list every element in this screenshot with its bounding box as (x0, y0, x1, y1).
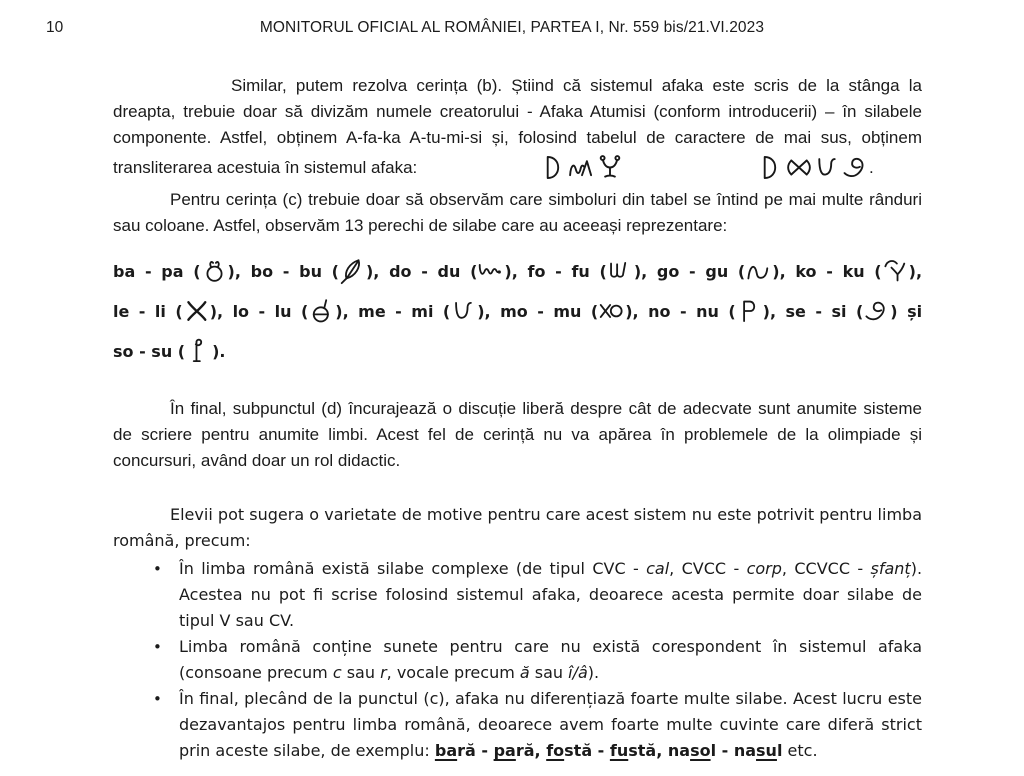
paragraph-solution-d: În final, subpunctul (d) încurajează o discuție liberă despre cât de adecvate sunt anumite sisteme de scriere pentru anumite limbi. Acest fel de cerință nu va apărea în problemele de la olimpiade și concursuri, având doar un rol didactic. (113, 399, 922, 470)
text-segment: so (690, 741, 711, 760)
text-segment: c (332, 663, 342, 682)
syllable-pair-mo-mu: mo - mu ( ) (500, 302, 632, 321)
text-segment: na (733, 741, 757, 760)
bullet-complex-syllables (113, 556, 922, 634)
afaka-word (639, 151, 869, 184)
syllable-pair-no-nu: no - nu ( ) (648, 302, 770, 321)
text-segment: ră (515, 741, 535, 760)
afaka-glyph-ka (596, 151, 624, 184)
syllable-pair-bo-bu: bo - bu ( ) (251, 262, 374, 281)
document-body (113, 73, 922, 764)
bullet-undifferentiated-syllables (113, 686, 922, 764)
afaka-glyph-so-su (185, 336, 212, 366)
afaka-glyph-do-du (477, 256, 504, 286)
text-segment: na (667, 741, 691, 760)
paragraph-solution-b-text: Similar, putem rezolva cerința (b). Știind că sistemul afaka este scris de la stânga la dreapta, trebuie doar să divizăm numele creatorului - Afaka Atumisi (conform introducerii) – în silabele componente. Astfel, obținem A-fa-ka A-tu-mi-si și, folosind tabelul de caractere de mai sus, obținem transliterarea acestuia în sistemul afaka: (113, 76, 922, 177)
text-segment: pa (493, 741, 516, 760)
reasons-bullet-list (113, 556, 922, 764)
bullet-text (179, 637, 922, 682)
text-segment: - (592, 741, 610, 760)
text-segment: etc. (782, 741, 818, 760)
text-segment: stă (628, 741, 657, 760)
bullet-marker: • (153, 690, 162, 708)
syllable-pair-le-li: le - li ( ) (113, 302, 217, 321)
text-segment: ba (434, 741, 458, 760)
afaka-glyph-mo-mu (598, 296, 625, 326)
text-segment: , CVCC - (669, 559, 747, 578)
text-segment: sau (341, 663, 381, 682)
afaka-glyph-go-gu (745, 256, 772, 286)
text-segment: șfanț (870, 559, 911, 578)
syllable-pair-se-si: se - si ( ) (786, 302, 898, 321)
text-segment: fu (609, 741, 629, 760)
syllable-pair-me-mi: me - mi ( ) (358, 302, 484, 321)
afaka-glyph-ba-pa (201, 256, 228, 286)
afaka-glyph-fa (568, 151, 596, 184)
text-segment: , (656, 741, 668, 760)
text-segment: În final, plecând de la punctul (c), afaka nu diferențiază foarte multe silabe. Acest lucru este dezavantajos pentru limba română, deoarece avem foarte multe cuvinte care diferă strict prin aceste silabe, de exemplu: (179, 689, 922, 760)
text-segment: , CCVCC - (781, 559, 871, 578)
afaka-glyph-mi (813, 151, 841, 184)
text-segment: sau (529, 663, 569, 682)
page-number: 10 (46, 19, 64, 36)
text-segment: ră (457, 741, 476, 760)
afaka-glyph-ko-ku (882, 256, 909, 286)
afaka-glyph-a (757, 151, 785, 184)
afaka-glyph-me-mi (450, 296, 477, 326)
text-segment: , (534, 741, 547, 760)
text-segment: fo (546, 741, 565, 760)
afaka-word (422, 151, 624, 184)
sentence-period: . (868, 158, 874, 177)
afaka-glyph-a (540, 151, 568, 184)
text-segment: î/â (568, 663, 588, 682)
text-segment: su (756, 741, 777, 760)
text-segment: - (475, 741, 494, 760)
text-segment: ). Acestea nu pot fi scrise folosind sistemul afaka, deoarece acesta permite doar silabe de tipul V sau CV. (179, 559, 923, 630)
text-segment: ă (519, 663, 530, 682)
text-segment: cal (646, 559, 670, 578)
paragraph-student-reasons-intro: Elevii pot sugera o varietate de motive pentru care acest sistem nu este potrivit pentru limba română, precum: (113, 505, 922, 550)
text-segment: - (716, 741, 734, 760)
text-segment: , vocale precum (386, 663, 520, 682)
syllable-pair-go-gu: go - gu ( ) (657, 262, 780, 281)
bullet-missing-sounds (113, 634, 922, 686)
syllable-pair-ko-ku: ko - ku ( ) (795, 262, 916, 281)
syllable-pair-lo-lu: lo - lu ( ) (233, 302, 343, 321)
afaka-glyph-fo-fu (607, 256, 634, 286)
text-segment: l (710, 741, 717, 760)
text-segment: l (776, 741, 783, 760)
paragraph-solution-b (113, 73, 922, 184)
afaka-glyph-si (841, 151, 869, 184)
bullet-marker: • (153, 638, 162, 656)
afaka-glyph-le-li (183, 296, 210, 326)
bullet-text (179, 689, 922, 760)
syllable-pair-so-su: so - su ( ) (113, 342, 219, 361)
text-segment: În limba română există silabe complexe (de tipul CVC - (179, 559, 647, 578)
afaka-glyph-se-si (863, 296, 890, 326)
afaka-glyph-lo-lu (308, 296, 335, 326)
syllable-pair-fo-fu: fo - fu ( ) (527, 262, 641, 281)
page-header (0, 0, 1024, 41)
syllable-pair-do-du: do - du ( ) (389, 262, 512, 281)
paragraph-solution-c: Pentru cerința (c) trebuie doar să observăm care simboluri din tabel se întind pe mai multe rânduri sau coloane. Astfel, observăm 13 perechi de silabe care au aceeași reprezentare: (113, 190, 922, 235)
afaka-glyph-no-nu (736, 296, 763, 326)
afaka-glyph-tu (785, 151, 813, 184)
text-segment: Limba română conține sunete pentru care nu există corespondent în sistemul afaka (consoane precum (179, 637, 922, 682)
syllable-pair-ba-pa: ba - pa ( ) (113, 262, 235, 281)
text-segment: ). (587, 663, 600, 682)
afaka-glyph-bo-bu (339, 256, 366, 286)
bullet-text (179, 559, 922, 630)
syllable-pairs-list: ba - pa ( ), bo - bu ( ), do - du ( ), fo - fu ( ), go - gu ( ), ko - ku ( ), le - li ( ), lo - lu ( ), me - mi ( ), mo - mu ( ), no - nu ( ), se - si ( ) și so - su ( ). (113, 252, 922, 372)
text-segment: r (380, 663, 387, 682)
afaka-transliteration (422, 158, 869, 177)
text-segment: corp (746, 559, 782, 578)
text-segment: stă (564, 741, 593, 760)
gazette-title: MONITORUL OFICIAL AL ROMÂNIEI, PARTEA I, Nr. 559 bis/21.VI.2023 (259, 19, 765, 36)
bullet-marker: • (153, 560, 162, 578)
